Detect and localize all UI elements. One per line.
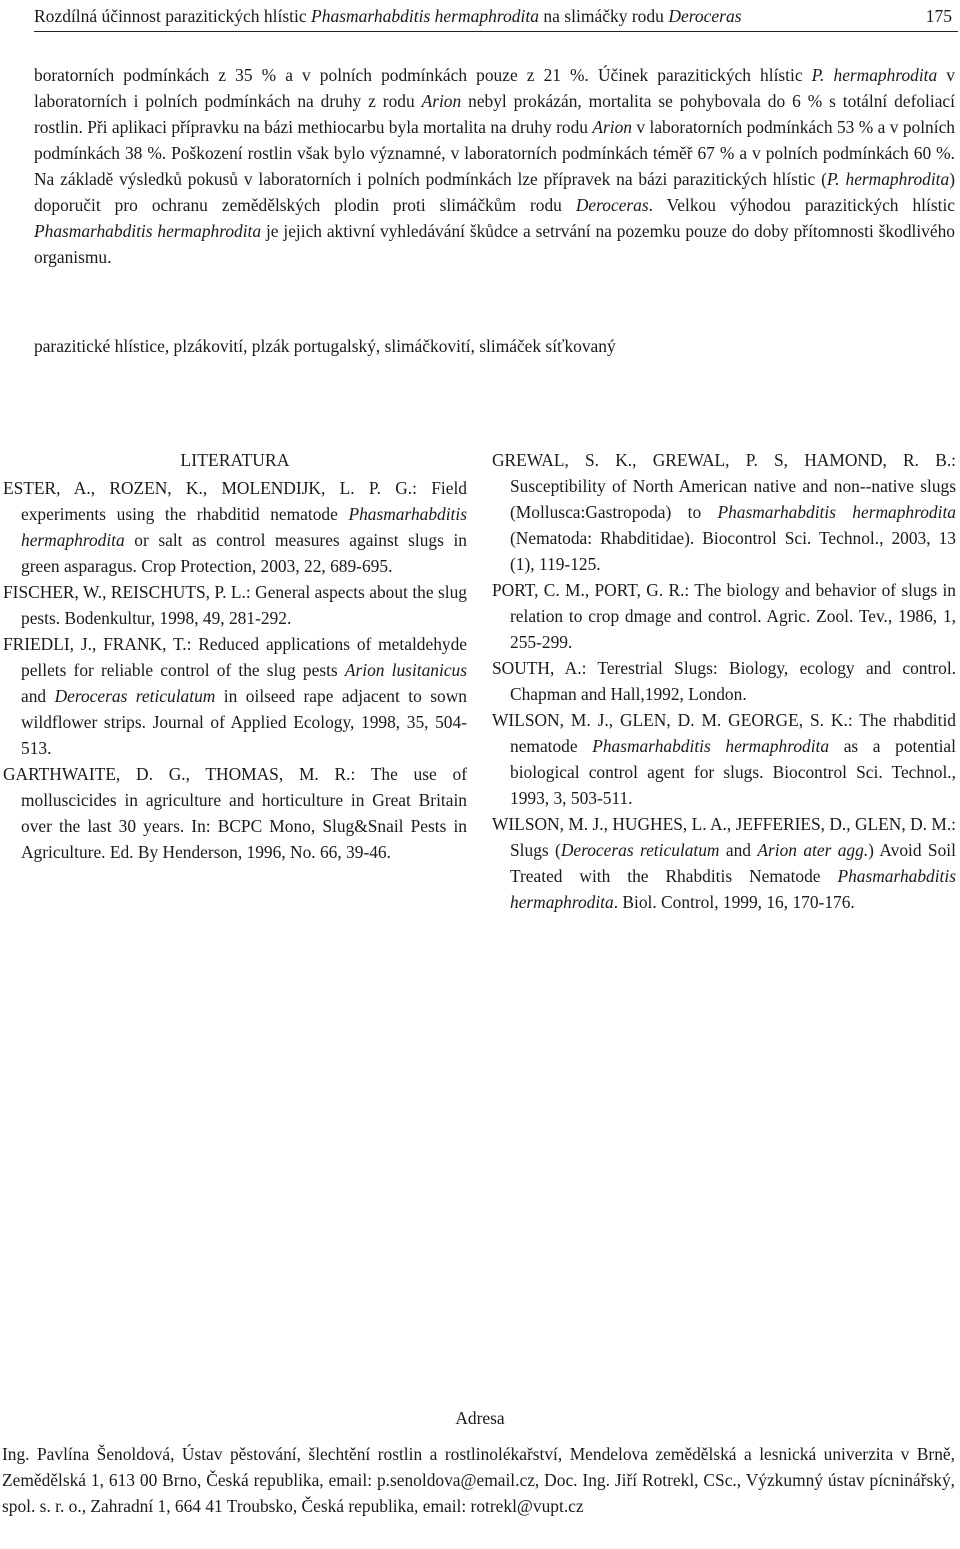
references-left-column <box>3 447 467 865</box>
references-heading: LITERATURA <box>180 450 290 470</box>
address-heading: Adresa <box>455 1408 505 1428</box>
references-right-column <box>492 447 956 915</box>
reference-item: ESTER, A., ROZEN, K., MOLENDIJK, L. P. G.: Field experiments using the rhabditid nematode Phasmarhabditis hermaphrodita or salt as control measures against slugs in green asparagus. Crop Protection, 2003, 22, 689-695. <box>3 478 467 576</box>
running-title: Rozdílná účinnost parazitických hlístic Phasmarhabditis hermaphrodita na slimáčky rodu Deroceras <box>34 6 742 26</box>
running-header <box>34 0 958 32</box>
reference-item: FRIEDLI, J., FRANK, T.: Reduced applications of metaldehyde pellets for reliable control of the slug pests Arion lusitanicus and Deroceras reticulatum in oilseed rape adjacent to sown wildflower strips. Journal of Applied Ecology, 1998, 35, 504-513. <box>3 634 467 758</box>
reference-item: SOUTH, A.: Terestrial Slugs: Biology, ecology and control. Chapman and Hall,1992, London. <box>492 658 956 704</box>
reference-item: WILSON, M. J., HUGHES, L. A., JEFFERIES, D., GLEN, D. M.: Slugs (Deroceras reticulatum and Arion ater agg.) Avoid Soil Treated with the Rhabditis Nematode Phasmarhabditis hermaphrodita. Biol. Control, 1999, 16, 170-176. <box>492 814 956 912</box>
abstract-paragraph <box>34 62 955 270</box>
reference-item: GARTHWAITE, D. G., THOMAS, M. R.: The use of molluscicides in agriculture and horticulture in Great Britain over the last 30 years. In: BCPC Mono, Slug&Snail Pests in Agriculture. Ed. By Henderson, 1996, No. 66, 39-46. <box>3 764 467 862</box>
reference-item: FISCHER, W., REISCHUTS, P. L.: General aspects about the slug pests. Bodenkultur, 1998, 49, 281-292. <box>3 582 467 628</box>
reference-item: WILSON, M. J., GLEN, D. M. GEORGE, S. K.: The rhabditid nematode Phasmarhabditis hermaphrodita as a potential biological control agent for slugs. Biocontrol Sci. Technol., 1993, 3, 503-511. <box>492 710 956 808</box>
abstract-text: boratorních podmínkách z 35 % a v polních podmínkách pouze z 21 %. Účinek parazitických hlístic P. hermaphrodita v laboratorních i polních podmínkách na druhy z rodu Arion nebyl prokázán, mortalita se pohybovala do 6 % s totální defoliací rostlin. Při aplikaci přípravku na bázi methiocarbu byla mortalita na druhy rodu Arion v laboratorních podmínkách 53 % a v polních podmínkách 38 %. Poškození rostlin však bylo významné, v laboratorních podmínkách téměř 67 % a v polních podmínkách 60 %. Na základě výsledků pokusů v laboratorních i polních podmínkách lze přípravek na bázi parazitických hlístic (P. hermaphrodita) doporučit pro ochranu zemědělských plodin proti slimáčkům rodu Deroceras. Velkou výhodou parazitických hlístic Phasmarhabditis hermaphrodita je jejich aktivní vyhledávání škůdce a setrvání na pozemku pouze do doby přítomnosti škodlivého organismu. <box>34 65 955 267</box>
reference-item: PORT, C. M., PORT, G. R.: The biology and behavior of slugs in relation to crop dmage and control. Agric. Zool. Tev., 1986, 1, 255-299. <box>492 580 956 652</box>
page-number: 175 <box>925 6 952 26</box>
keywords-line: parazitické hlístice, plzákovití, plzák portugalský, slimáčkovití, slimáček síťkovaný <box>34 336 616 356</box>
address-text: Ing. Pavlína Šenoldová, Ústav pěstování, šlechtění rostlin a rostlinolékařství, Mendelova zemědělská a lesnická univerzita v Brně, Zemědělská 1, 613 00 Brno, Česká republika, email: p.senoldova@email.cz, Doc. Ing. Jiří Rotrekl, CSc., Výzkumný ústav pícninářský, spol. s. r. o., Zahradní 1, 664 41 Troubsko, Česká republika, email: rotrekl@vupt.cz <box>2 1444 955 1516</box>
address-block <box>2 1441 955 1519</box>
reference-item: GREWAL, S. K., GREWAL, P. S, HAMOND, R. B.: Susceptibility of North American native and non--native slugs (Mollusca:Gastropoda) to Phasmarhabditis hermaphrodita (Nematoda: Rhabditidae). Biocontrol Sci. Technol., 2003, 13 (1), 119-125. <box>492 450 956 574</box>
